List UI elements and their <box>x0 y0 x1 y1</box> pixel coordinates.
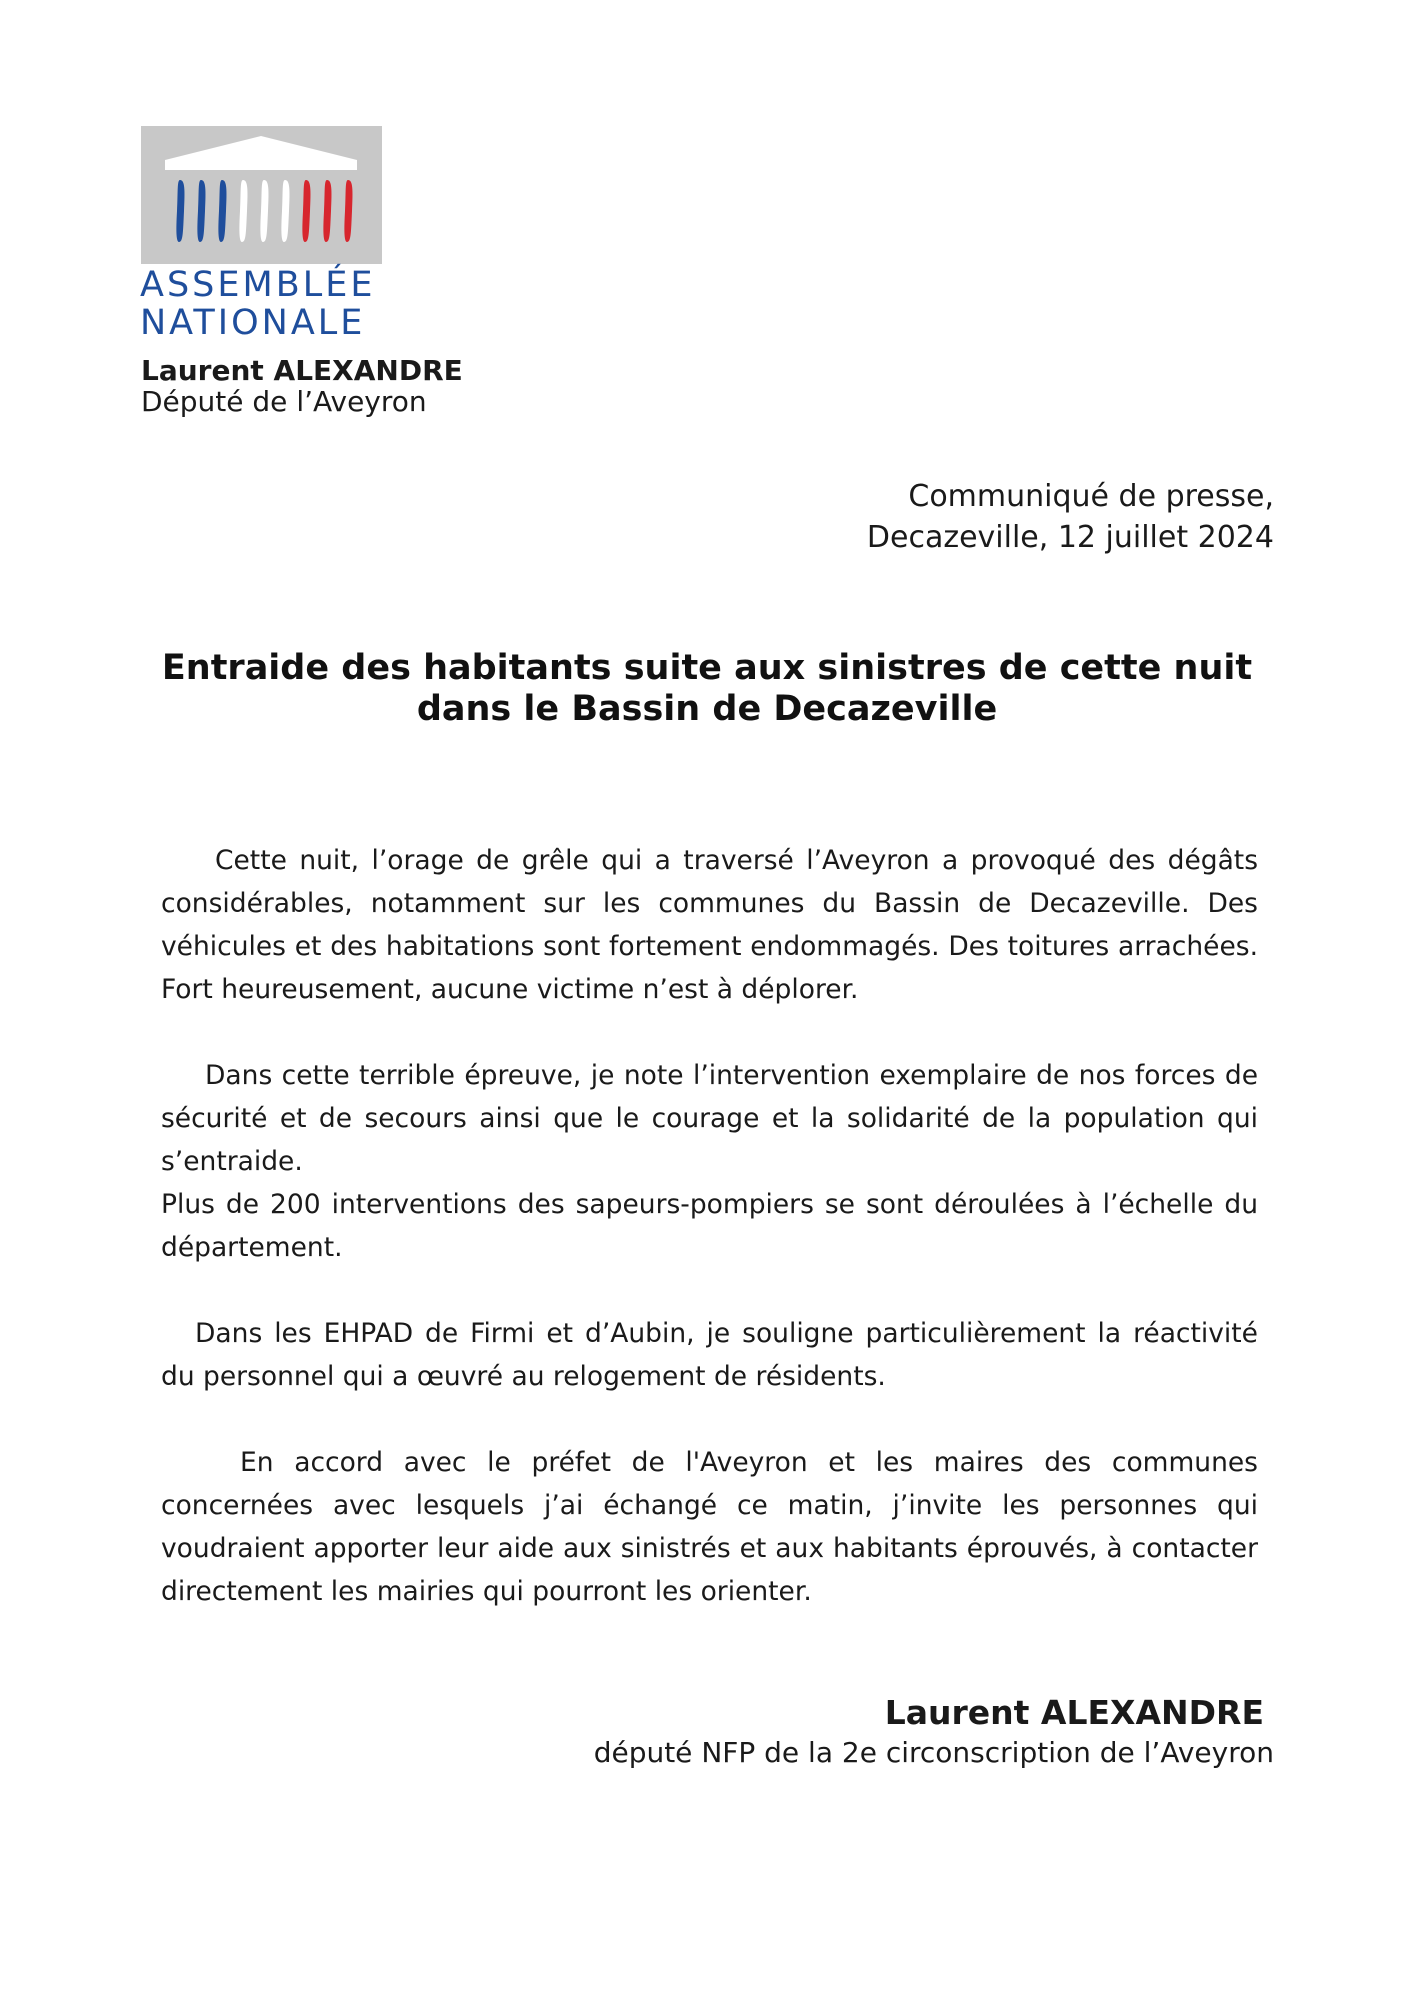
logo-wordmark <box>140 266 375 342</box>
logo-line-nationale: NATIONALE <box>140 303 366 343</box>
author-name: Laurent ALEXANDRE <box>141 354 463 387</box>
logo-column-6 <box>281 180 289 242</box>
logo-column-5 <box>260 180 268 242</box>
body-paragraph-4: Dans les EHPAD de Firmi et d’Aubin, je souligne particulièrement la réactivité du personnel qui a œuvré au relogement de résidents. <box>161 1318 1258 1392</box>
logo-column-7 <box>302 180 310 242</box>
body-paragraph-5: En accord avec le préfet de l'Aveyron et les maires des communes concernées avec lesquels j’ai échangé ce matin, j’invite les personnes qui voudraient apporter leur aide aux sinistrés et aux habitants éprouvés, à contacter directement les mairies qui pourront les orienter. <box>161 1447 1258 1607</box>
press-label: Communiqué de presse, <box>908 479 1274 514</box>
signature-name: Laurent ALEXANDRE <box>884 1693 1264 1732</box>
signature-block <box>594 1692 1274 1772</box>
hemicycle-icon <box>141 126 382 264</box>
press-header <box>867 476 1274 558</box>
logo-column-8 <box>323 180 331 242</box>
assemblee-nationale-logo-emblem <box>141 126 382 264</box>
logo-column-9 <box>344 180 352 242</box>
body-paragraph-2: Dans cette terrible épreuve, je note l’intervention exemplaire de nos forces de sécurité et de secours ainsi que le courage et la solidarité de la population qui s’entraide. <box>161 1060 1258 1177</box>
document-title <box>120 648 1294 730</box>
press-place-date: Decazeville, 12 juillet 2024 <box>866 520 1274 555</box>
logo-column-3 <box>218 180 226 242</box>
logo-column-1 <box>176 180 184 242</box>
signature-role: député NFP de la 2e circonscription de l’Aveyron <box>593 1736 1274 1769</box>
logo-line-assemblee: ASSEMBLÉE <box>140 265 376 305</box>
body-paragraph-3: Plus de 200 interventions des sapeurs-pompiers se sont déroulées à l’échelle du département. <box>161 1189 1258 1263</box>
document-body <box>161 839 1258 1656</box>
title-line-1: Entraide des habitants suite aux sinistres de cette nuit <box>161 648 1253 688</box>
logo-column-2 <box>197 180 205 242</box>
title-line-2: dans le Bassin de Decazeville <box>416 689 998 729</box>
body-paragraph-1: Cette nuit, l’orage de grêle qui a traversé l’Aveyron a provoqué des dégâts considérables, notamment sur les communes du Bassin de Decazeville. Des véhicules et des habitations sont fortement endommagés. Des toitures arrachées. Fort heureusement, aucune victime n’est à déplorer. <box>161 845 1258 1005</box>
author-block <box>141 355 463 417</box>
author-role: Député de l’Aveyron <box>141 385 427 418</box>
logo-column-4 <box>239 180 247 242</box>
